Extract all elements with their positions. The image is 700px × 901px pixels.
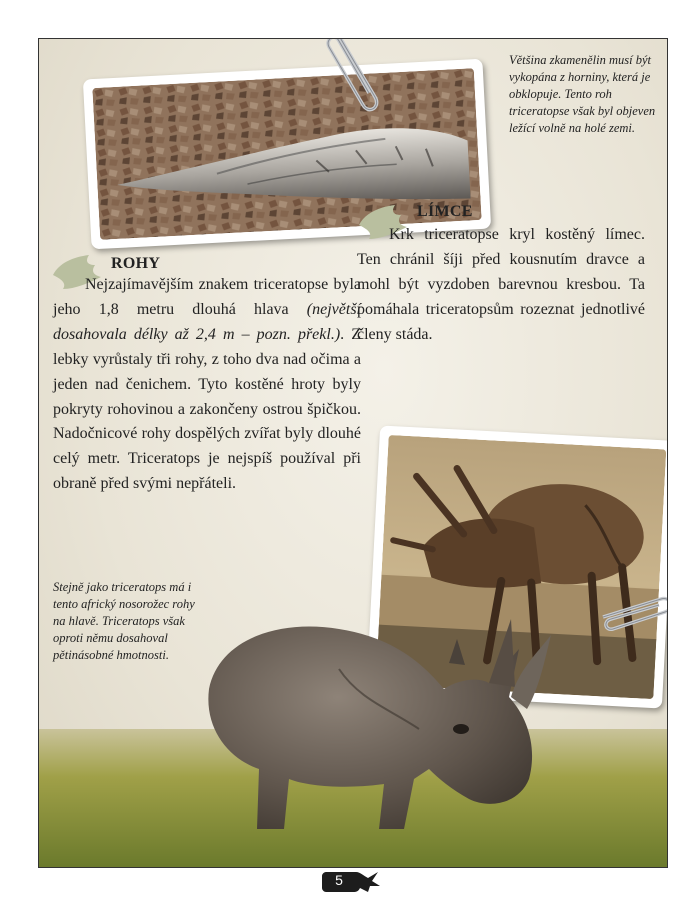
rohy-text [53, 273, 361, 497]
rhino-illustration [189, 579, 569, 839]
rohy-heading: ROHY [111, 255, 161, 272]
page-number-badge [322, 868, 382, 896]
translator-note: (největší dosahovala délky až 2,4 m – pozn. překl.) [53, 300, 361, 343]
rohy-text-part-2: . Z lebky vyrůstaly tři rohy, z toho dva nad očima a jeden nad čenichem. Tyto kostěné hroty byly pokryty rohovinou a zakončeny ostrou špičkou. Nadočnicové rohy dospělých zvířat byly dlouhé celý metr. Triceratops je nejspíš používal při obraně před svými nepřáteli. [53, 325, 362, 493]
limce-paragraph: Krk triceratopse kryl kostěný límec. Ten chránil šíji před kousnutím dravce a mohl být vyzdoben barevnou kresbou. Ta pomáhala triceratopsům rozeznat jednotlivé členy stáda. [357, 226, 645, 343]
limce-text [357, 223, 645, 348]
rhino-photo-caption: Stejně jako triceratops má i tento africký nosorožec rohy na hlavě. Triceratops však oproti němu dosahoval pětinásobné hmotnosti. [53, 580, 195, 662]
paper-clip-icon [599, 587, 668, 647]
limce-heading: LÍMCE [417, 203, 473, 220]
page-frame [38, 38, 668, 868]
page-number: 5 [335, 872, 343, 888]
rohy-paragraph [53, 273, 361, 497]
rohy-text-part-1: Nejzajímavějším znakem triceratopse byla jeho 1,8 metru dlouhá hlava [53, 276, 361, 318]
paper-clip-icon [317, 38, 397, 119]
horn-photo-caption: Většina zkamenělin musí být vykopána z horniny, která je obklopuje. Tento roh triceratopse však byl objeven ležící volně na holé zemi. [509, 53, 656, 135]
